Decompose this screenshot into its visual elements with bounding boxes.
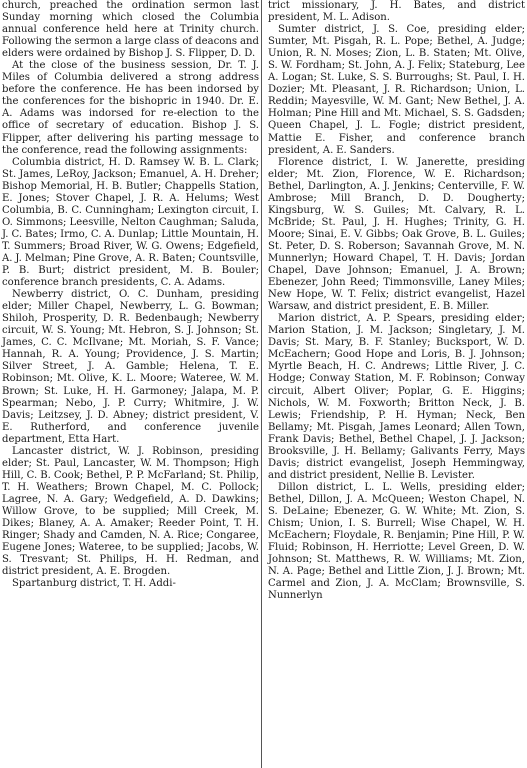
paragraph-sumter-district: Sumter district, J. S. Coe, presiding elder; Sumter, Mt. Pisgah, R. L. Pope; Bethel, A. Judge; Union, R. N. Moses; Zion, L. B. Staten; Mt. Olive, S. W. Fordham; St. John, A. J. Felix; Stateburg, Lee A. Logan; St. Luke, S. S. Burroughs; St. Paul, I. H. Dozier; Mt. Pleasant, J. R. Richardson; Union, L. Reddin; Mayesville, W. M. Gant; New Bethel, J. A. Holman; Pine Hill and Mt. Michael, S. S. Gadsden; Queen Chapel, J. L. Fogle; district president, Mattie E. Fisher, and conference branch president, A. E. Sanders.: [268, 24, 525, 156]
paragraph-district-missionary: trict missionary, J. H. Bates, and district president, M. L. Adison.: [268, 0, 525, 24]
paragraph-newberry-district: Newberry district, O. C. Dunham, presiding elder; Miller Chapel, Newberry, L. G. Bowman; Shiloh, Prosperity, D. R. Bedenbaugh; Newberry circuit, W. S. Young; Mt. Hebron, S. J. Johnson; St. James, C. C. McIlvane; Mt. Moriah, S. F. Vance; Hannah, R. A. Young; Providence, J. S. Martin; Silver Street, J. A. Gamble; Helena, T. E. Robinson; Mt. Olive, K. L. Moore; Wateree, W. M. Brown; St. Luke, H. H. Garmoney; Jalapa, M. P. Spearman; Nebo, J. P. Curry; Whitmire, J. W. Davis; Leitzsey, J. D. Abney; district president, V. E. Rutherford, and conference juvenile department, Etta Hart.: [2, 289, 259, 445]
right-column: [263, 0, 527, 768]
paragraph-business-session: At the close of the business session, Dr. T. J. Miles of Columbia delivered a strong address before the conference. He has been indorsed by the conferences for the bishopric in 1940. Dr. E. A. Adams was indorsed for re-election to the office of secretary of education. Bishop J. S. Flipper, after delivering his parting message to the conference, read the following assignments:: [2, 60, 259, 156]
paragraph-lancaster-district: Lancaster district, W. J. Robinson, presiding elder; St. Paul, Lancaster, W. M. Thompson; High Hill, C. B. Cook; Bethel, P. P. McFarland; St. Philip, T. H. Weathers; Brown Chapel, M. C. Pollock; Lagree, N. A. Gary; Wedgefield, A. D. Dawkins; Willow Grove, to be supplied; Mill Creek, M. Dikes; Blaney, A. A. Amaker; Reeder Point, T. H. Ringer; Shady and Camden, N. A. Rice; Congaree, Eugene Jones; Wateree, to be supplied; Jacobs, W. S. Tresvant; St. Philips, H. H. Redman, and district president, A. E. Brogden.: [2, 445, 259, 578]
paragraph-spartanburg-district: Spartanburg district, T. H. Addi-: [12, 578, 176, 590]
paragraph-dillon-district: Dillon district, L. L. Wells, presiding elder; Bethel, Dillon, J. A. McQueen; Weston Chapel, N. S. DeLaine; Ebenezer, G. W. White; Mt. Zion, S. Chism; Union, I. S. Burrell; Wise Chapel, W. H. McEachern; Floydale, R. Benjamin; Pine Hill, P. W. Fluid; Robinson, H. Herriotte; Level Green, D. W. Johnson; St. Matthews, R. W. Williams; Mt. Zion, N. A. Page; Bethel and Little Zion, J. J. Brown; Mt. Carmel and Zion, J. A. McClam; Brownsville, S. Nunnerlyn: [268, 481, 525, 602]
paragraph-marion-district: Marion district, A. P. Spears, presiding elder; Marion Station, J. M. Jackson; Singletary, J. M. Davis; St. Mary, B. F. Stanley; Bucksport, W. D. McEachern; Good Hope and Loris, B. J. Johnson; Myrtle Beach, H. C. Andrews; Little River, J. C. Hodge; Conway Station, M. F. Robinson; Conway circuit, Albert Oliver; Poplar, G. E. Higgins; Nichols, W. M. Foxworth; Britton Neck, J. B. Lewis; Friendship, P. H. Hyman; Neck, Ben Bellamy; Mt. Pisgah, James Leonard; Allen Town, Frank Davis; Bethel, Bethel Chapel, J. J. Jackson; Brooksville, J. H. Bellamy; Galivants Ferry, Mays Davis; district evangelist, Joseph Hemmingway, and district president, Nellie B. Levister.: [268, 313, 525, 481]
paragraph-ordination-sermon: church, preached the ordination sermon last Sunday morning which closed the Columbia annual conference held here at Trinity church. Following the sermon a large class of deacons and elders were ordained by Bishop J. S. Flipper, D. D.: [2, 0, 259, 60]
paragraph-florence-district: Florence district, I. W. Janerette, presiding elder; Mt. Zion, Florence, W. E. Richardson; Bethel, Darlington, A. J. Jenkins; Centerville, F. W. Ambrose; Mill Branch, D. D. Dougherty; Kingsburg, W. S. Guiles; Mt. Calvary, R. L. McBride; St. Paul, J. H. Hughes; Trinity, G. H. Moore; Sinai, E. V. Gibbs; Oak Grove, B. L. Guiles; St. Peter, D. S. Roberson; Savannah Grove, M. N. Munnerlyn; Howard Chapel, T. H. Davis; Jordan Chapel, Dave Johnson; Emanuel, J. A. Brown; Ebenezer, John Reed; Timmonsville, Laney Miles; New Hope, W. T. Felix; district evangelist, Hazel Warsaw, and district president, E. B. Miller.: [268, 156, 525, 313]
paragraph-columbia-district: Columbia district, H. D. Ramsey W. B. L. Clark; St. James, LeRoy, Jackson; Emanuel, A. H. Dreher; Bishop Memorial, H. B. Butler; Chappells Station, E. Jones; Stover Chapel, J. R. A. Helums; West Columbia, B. C. Cunningham; Lexington circuit, I. O. Simmons; Leesville, Nelton Caughman; Saluda, J. C. Bates; Irmo, C. A. Dunlap; Little Mountain, H. T. Summers; Broad River, W. G. Owens; Edgefield, A. J. Melman; Pine Grove, A. R. Baten; Countsville, P. B. Burt; district president, M. B. Bouler; conference branch presidents, C. A. Adams.: [2, 156, 259, 289]
column-divider: [261, 0, 262, 768]
left-column: [0, 0, 263, 768]
